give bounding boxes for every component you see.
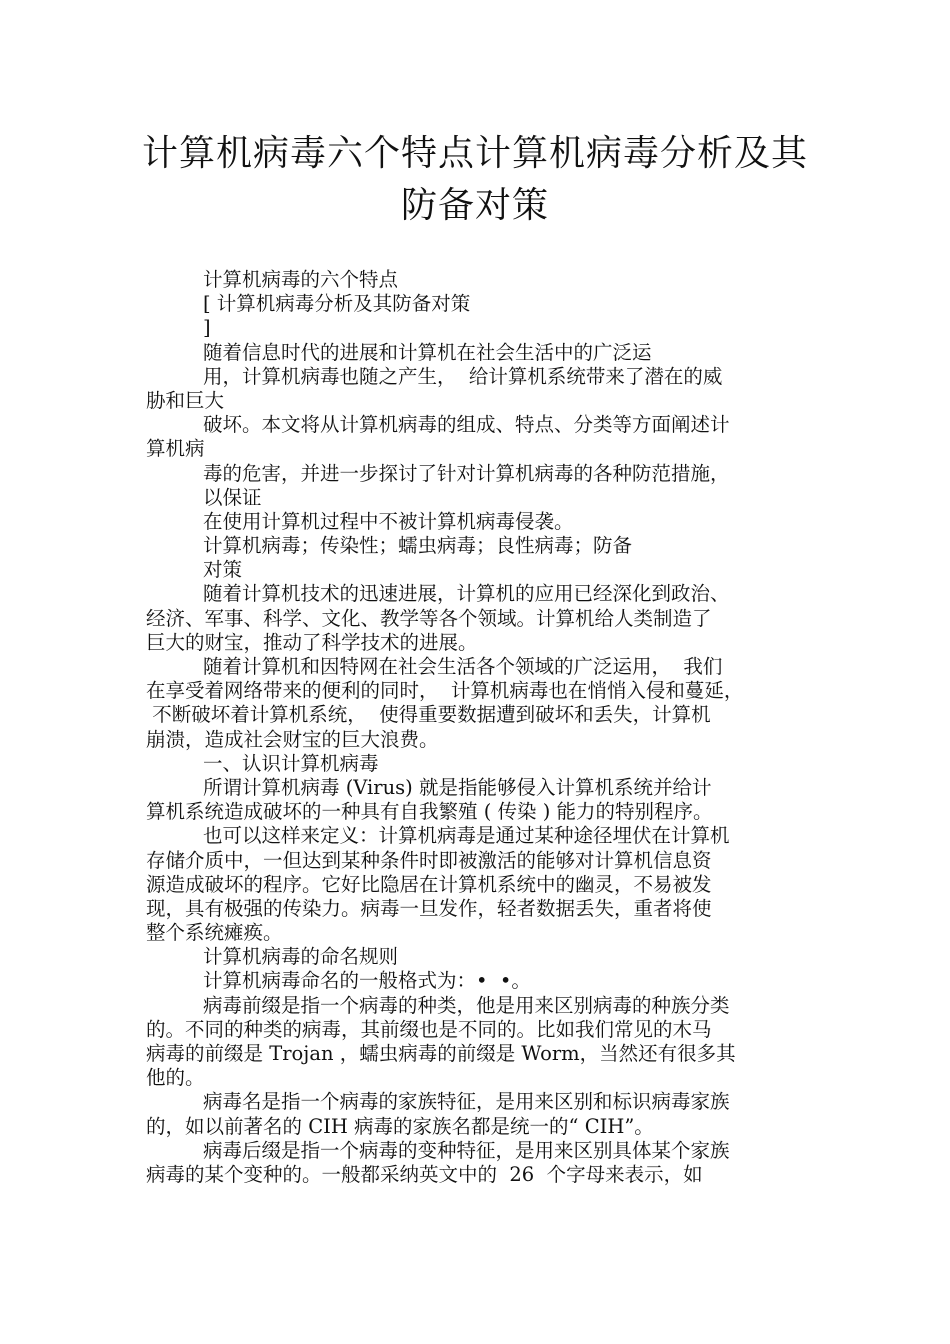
text-line: 随着计算机和因特网在社会生活各个领域的广泛运用， 我们 <box>203 655 723 678</box>
text-line: 计算机病毒的六个特点 <box>203 268 399 291</box>
title-line-1: 计算机病毒六个特点计算机病毒分析及其 <box>141 133 808 174</box>
text-line: 不断破坏着计算机系统， 使得重要数据遭到破坏和丢失，计算机 <box>146 703 711 727</box>
text-line: ] <box>203 316 211 340</box>
text-line: 计算机病毒命名的一般格式为：• •。 <box>203 969 531 993</box>
text-line: 算机系统造成破坏的一种具有自我繁殖 ( 传染 ) 能力的特别程序。 <box>146 800 713 824</box>
text-line: 在享受着网络带来的便利的同时， 计算机病毒也在悄悄入侵和蔓延， <box>146 679 744 703</box>
text-line: 以保证 <box>203 485 262 509</box>
text-line: 的，如以前著名的 CIH 病毒的家族名都是统一的“ CIH”。 <box>146 1114 654 1138</box>
text-line: 破坏。本文将从计算机病毒的组成、特点、分类等方面阐述计 <box>203 413 730 437</box>
text-line: 他的。 <box>146 1066 205 1090</box>
text-line: 胁和巨大 <box>146 388 225 412</box>
text-line: 所谓计算机病毒 (Virus) 就是指能够侵入计算机系统并给计 <box>203 775 712 799</box>
text-line: 崩溃，造成社会财宝的巨大浪费。 <box>146 727 439 751</box>
text-line: 算机病 <box>146 437 205 461</box>
text-line: 毒的危害，并进一步探讨了针对计算机病毒的各种防范措施， <box>203 461 730 485</box>
text-line: [ 计算机病毒分析及其防备对策 <box>203 292 471 316</box>
text-line: 病毒前缀是指一个病毒的种类，他是用来区别病毒的种族分类 <box>203 993 730 1017</box>
text-line: 对策 <box>203 558 243 582</box>
text-line: 随着计算机技术的迅速进展，计算机的应用已经深化到政治、 <box>203 582 730 606</box>
text-line: 病毒名是指一个病毒的家族特征，是用来区别和标识病毒家族 <box>203 1090 730 1114</box>
text-line: 病毒的某个变种的。一般都采纳英文中的 26 个字母来表示，如 <box>146 1162 703 1186</box>
text-line: 存储介质中，一但达到某种条件时即被激活的能够对计算机信息资 <box>146 848 712 872</box>
text-line: 病毒后缀是指一个病毒的变种特征，是用来区别具体某个家族 <box>203 1138 730 1162</box>
text-line: 随着信息时代的进展和计算机在社会生活中的广泛运 <box>203 340 652 364</box>
text-line: 也可以这样来定义：计算机病毒是通过某种途径埋伏在计算机 <box>203 824 730 848</box>
text-line: 的。不同的种类的病毒，其前缀也是不同的。比如我们常见的木马 <box>146 1017 712 1041</box>
text-line: 计算机病毒；传染性；蠕虫病毒；良性病毒；防备 <box>203 534 633 558</box>
title-line-2: 防备对策 <box>400 185 549 226</box>
text-line: 经济、军事、科学、文化、教学等各个领域。计算机给人类制造了 <box>146 606 712 630</box>
document-body <box>146 268 814 1187</box>
text-line: 用，计算机病毒也随之产生， 给计算机系统带来了潜在的威 <box>203 364 723 388</box>
text-line: 巨大的财宝，推动了科学技术的进展。 <box>146 630 478 654</box>
text-line: 病毒的前缀是 Trojan ，蠕虫病毒的前缀是 Worm，当然还有很多其 <box>146 1042 736 1065</box>
text-line: 在使用计算机过程中不被计算机病毒侵袭。 <box>203 509 574 533</box>
text-line: 现，具有极强的传染力。病毒一旦发作，轻者数据丢失，重者将使 <box>146 896 712 920</box>
text-line: 整个系统瘫痪。 <box>146 921 283 945</box>
text-line: 源造成破坏的程序。它好比隐居在计算机系统中的幽灵，不易被发 <box>146 872 712 896</box>
text-line: 计算机病毒的命名规则 <box>203 945 399 969</box>
document-title <box>100 128 850 232</box>
text-line: 一、认识计算机病毒 <box>203 751 379 775</box>
